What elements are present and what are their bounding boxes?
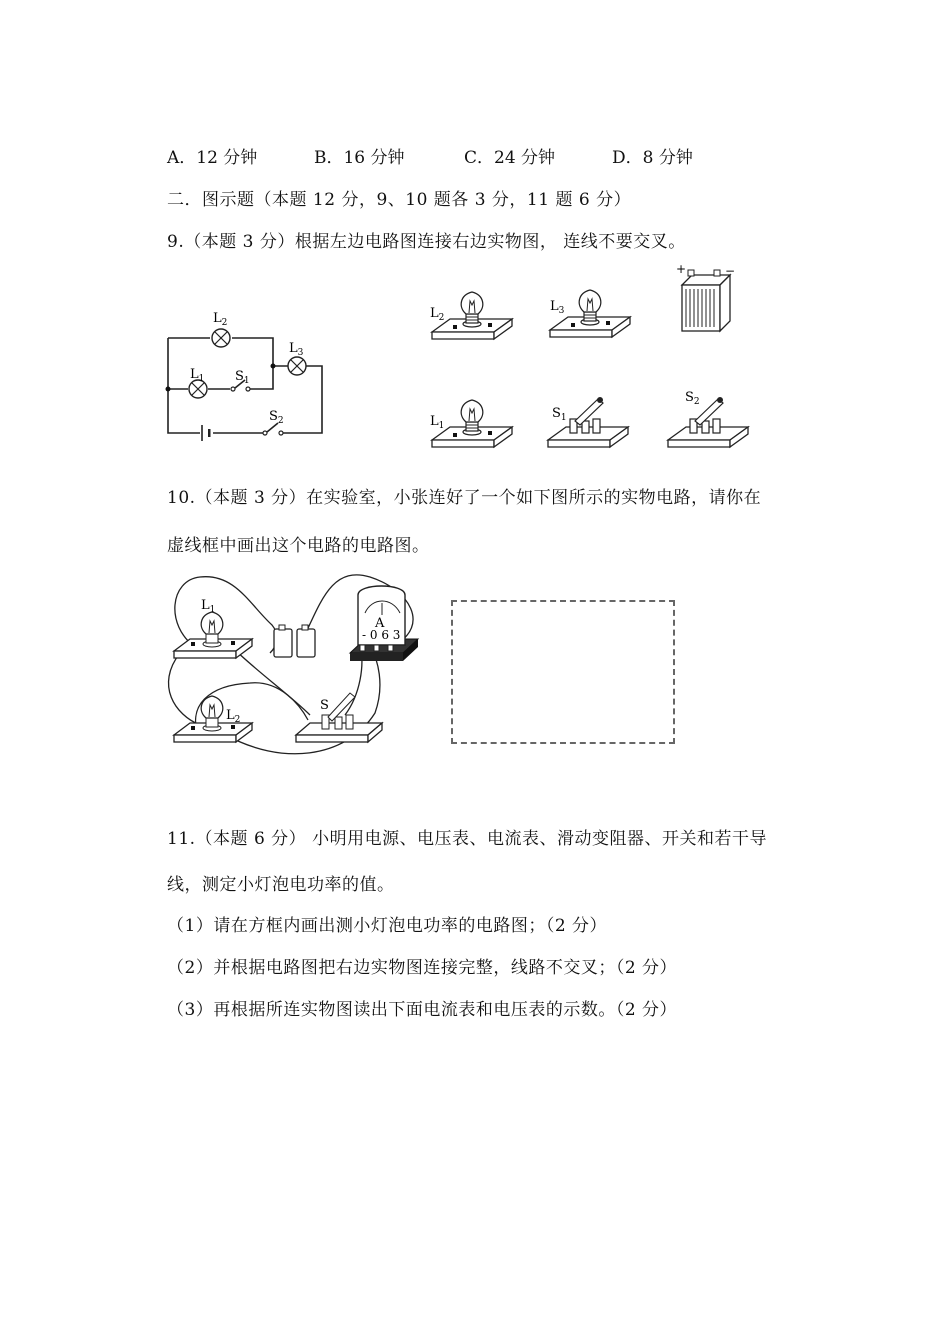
option-a: A．12 分钟 [167, 148, 258, 168]
label-l1: $L_1$ [190, 367, 205, 384]
section-heading: 二．图示题（本题 12 分，9、10 题各 3 分，11 题 6 分） [167, 190, 632, 210]
q10-label-l1: $L_1$ [201, 598, 216, 615]
obj-label-s2: $S_2$ [685, 390, 700, 407]
label-l2: $L_2$ [213, 311, 228, 328]
question-9-text: 9.（本题 3 分）根据左边电路图连接右边实物图， 连线不要交叉。 [167, 232, 686, 252]
battery-icon [682, 270, 730, 331]
option-b: B．16 分钟 [314, 148, 405, 168]
obj-label-l3: $L_3$ [550, 299, 565, 316]
option-d: D．8 分钟 [612, 148, 693, 168]
ammeter-label: A [375, 616, 385, 631]
question-11-part3: （3）再根据所连实物图读出下面电流表和电压表的示数。（2 分） [167, 1000, 678, 1020]
label-l3: $L_3$ [289, 341, 304, 358]
obj-label-l1: $L_1$ [430, 414, 445, 431]
cell-2 [297, 629, 315, 657]
question-11-line2: 线，测定小灯泡电功率的值。 [167, 875, 395, 895]
answer-box[interactable] [451, 600, 675, 744]
label-s2: $S_2$ [269, 409, 284, 426]
q10-real-circuit [160, 565, 440, 765]
q10-label-l2: $L_2$ [226, 708, 241, 725]
question-11-part2: （2）并根据电路图把右边实物图连接完整，线路不交叉；（2 分） [167, 958, 678, 978]
question-10-line1: 10.（本题 3 分）在实验室，小张连好了一个如下图所示的实物电路，请你在 [167, 488, 762, 508]
question-11-part1: （1）请在方框内画出测小灯泡电功率的电路图；（2 分） [167, 916, 608, 936]
question-11-line1: 11.（本题 6 分） 小明用电源、电压表、电流表、滑动变阻器、开关和若干导 [167, 829, 768, 849]
obj-label-s1: $S_1$ [552, 406, 567, 423]
question-10-line2: 虚线框中画出这个电路的电路图。 [167, 536, 430, 556]
cell-1 [274, 629, 292, 657]
q9-circuit-diagram [155, 300, 340, 445]
q10-label-s: S [320, 698, 329, 713]
label-s1: $S_1$ [235, 369, 250, 386]
q9-object-diagram [420, 265, 750, 450]
battery-minus: − [725, 265, 736, 278]
obj-label-l2: $L_2$ [430, 306, 445, 323]
option-c: C．24 分钟 [464, 148, 556, 168]
battery-plus: + [676, 265, 687, 276]
ammeter-scale: - 0 6 3 [362, 628, 401, 642]
